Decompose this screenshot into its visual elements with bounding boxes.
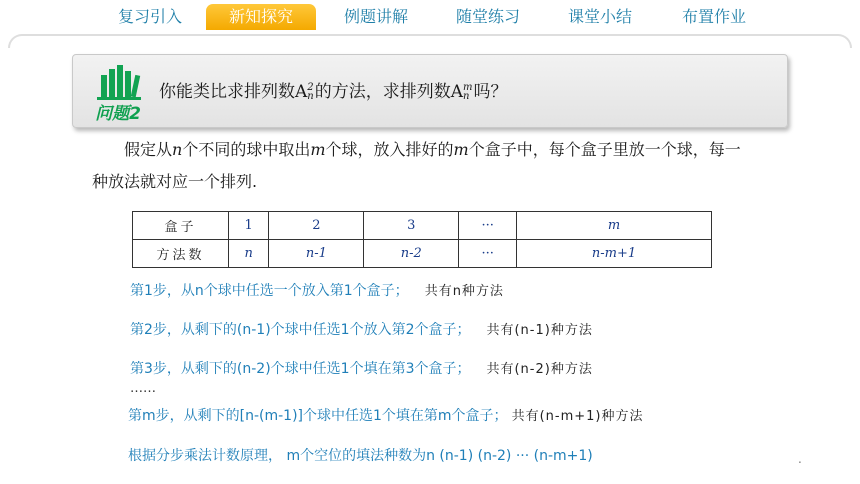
question-text: 你能类比求排列数A 2 n 的方法，求排列数A m n 吗？: [159, 82, 508, 102]
nav-tab-summary[interactable]: 课堂小结: [567, 7, 632, 26]
table-cell: n-2: [364, 240, 459, 268]
table-cell: ···: [459, 212, 517, 240]
table-header-methods: 方法数: [133, 240, 229, 268]
step-m-result: 共有(n-m+1)种方法: [511, 409, 644, 424]
table-cell: 2: [269, 212, 364, 240]
table-header-box: 盒子: [133, 212, 229, 240]
table-cell: n-m+1: [517, 240, 712, 268]
step-3: 第3步，从剩下的(n-2)个球中任选1个填在第3个盒子； 共有(n-2)种方法: [130, 361, 593, 377]
question-label: 问题2: [95, 104, 141, 124]
ellipsis: ……: [130, 381, 156, 396]
table-cell: m: [517, 212, 712, 240]
step-1: 第1步，从n个球中任选一个放入第1个盒子； 共有n种方法: [130, 283, 504, 299]
table-cell: n: [229, 240, 269, 268]
top-nav: [0, 0, 860, 34]
books-icon: [87, 61, 149, 125]
intro-paragraph: 假定从n个不同的球中取出m个球，放入排好的m个盒子中，每个盒子里放一个球，每一种放法就对应一个排列.: [92, 140, 741, 191]
table-cell: n-1: [269, 240, 364, 268]
content-frame: [8, 34, 852, 48]
question-banner: [72, 54, 788, 128]
table-cell: 1: [229, 212, 269, 240]
conclusion: 根据分步乘法计数原理， m个空位的填法种数为n (n-1) (n-2) ··· (n-m+1): [128, 448, 593, 464]
nav-tab-homework[interactable]: 布置作业: [681, 7, 746, 26]
nav-tab-review[interactable]: 复习引入: [117, 7, 182, 26]
table-cell: ···: [459, 240, 517, 268]
nav-tab-practice[interactable]: 随堂练习: [455, 7, 520, 26]
step-2: 第2步，从剩下的(n-1)个球中任选1个放入第2个盒子； 共有(n-1)种方法: [130, 322, 593, 338]
table-row: [133, 212, 712, 240]
step-1-result: 共有n种方法: [424, 284, 504, 299]
step-m: 第m步，从剩下的[n-(m-1)]个球中任选1个填在第m个盒子； 共有(n-m+1)种方法: [128, 408, 644, 424]
corner-mark: .: [798, 452, 802, 466]
step-2-result: 共有(n-1)种方法: [486, 323, 593, 338]
step-3-result: 共有(n-2)种方法: [486, 362, 593, 377]
method-table: [132, 211, 712, 268]
nav-tab-examples[interactable]: 例题讲解: [343, 7, 408, 26]
table-row: [133, 240, 712, 268]
table-cell: 3: [364, 212, 459, 240]
nav-tab-explore[interactable]: 新知探究: [206, 4, 316, 30]
